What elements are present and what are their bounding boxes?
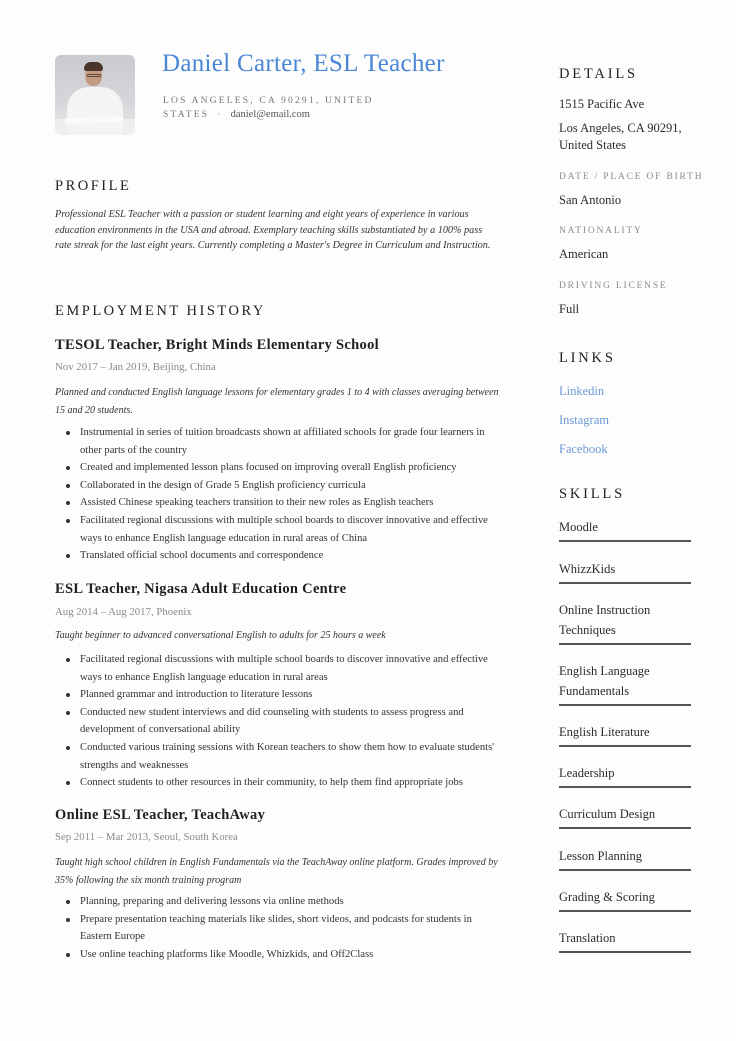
list-item: Connect students to other resources in their community, to help them find appropriate jobs xyxy=(65,774,505,792)
list-item: Planning, preparing and delivering lessons via online methods xyxy=(65,893,505,911)
nationality-label: NATIONALITY xyxy=(559,226,643,236)
job-bullets xyxy=(65,424,505,565)
skill-item: Online Instruction Techniques xyxy=(559,600,691,645)
skill-item: Leadership xyxy=(559,763,691,788)
address-line-2: STATES xyxy=(163,110,210,120)
photo-glasses xyxy=(87,74,101,77)
email-link[interactable]: daniel@email.com xyxy=(230,109,310,120)
job-dates-location: Sep 2011 – Mar 2013, Seoul, South Korea xyxy=(55,831,238,843)
employment-heading: EMPLOYMENT HISTORY xyxy=(55,303,266,319)
candidate-name: Daniel Carter, ESL Teacher xyxy=(162,50,445,77)
job-dates-location: Nov 2017 – Jan 2019, Beijing, China xyxy=(55,361,216,373)
profile-photo xyxy=(55,55,135,135)
skill-item: WhizzKids xyxy=(559,559,691,584)
list-item: Conducted new student interviews and did counseling with students to assess progress and development of conversational ability xyxy=(65,704,505,739)
list-item: Prepare presentation teaching materials like slides, short videos, and podcasts for students in Eastern Europe xyxy=(65,911,505,946)
skill-item: English Language Fundamentals xyxy=(559,661,691,706)
photo-hair xyxy=(84,62,103,71)
skill-item: Moodle xyxy=(559,517,691,542)
list-item: Collaborated in the design of Grade 5 English proficiency curricula xyxy=(65,477,505,495)
job-description: Taught high school children in English Fundamentals via the TeachAway online platform. Grades improved by 35% following the six month training program xyxy=(55,857,498,886)
skill-item: Grading & Scoring xyxy=(559,887,691,912)
birth-label: DATE / PLACE OF BIRTH xyxy=(559,172,704,182)
profile-summary: Professional ESL Teacher with a passion or student learning and eight years of experience in various education environments in the USA and abroad. Exemplary teaching skills substantiated by a 100% pass rate streak for the last eight years. Currently completing a Master's Degree in Curriculum and Instruction. xyxy=(55,209,491,251)
street-address: 1515 Pacific Ave xyxy=(559,97,645,111)
skill-item: Translation xyxy=(559,928,691,953)
list-item: Conducted various training sessions with Korean teachers to show them how to evaluate students' strengths and weaknesses xyxy=(65,739,505,774)
photo-shirt xyxy=(67,87,123,135)
list-item: Facilitated regional discussions with multiple school boards to discover innovative and effective ways to enhance English language education in rural areas of China xyxy=(65,512,505,547)
job-dates-location: Aug 2014 – Aug 2017, Phoenix xyxy=(55,606,192,618)
separator-dot: · xyxy=(217,110,223,120)
job-title: Online ESL Teacher, TeachAway xyxy=(55,807,266,823)
city-address: Los Angeles, CA 90291, United States xyxy=(559,121,682,152)
facebook-link[interactable]: Facebook xyxy=(559,442,608,456)
birth-value: San Antonio xyxy=(559,193,622,207)
license-value: Full xyxy=(559,302,580,316)
list-item: Planned grammar and introduction to literature lessons xyxy=(65,686,505,704)
job-bullets xyxy=(65,893,505,963)
job-title: TESOL Teacher, Bright Minds Elementary School xyxy=(55,337,379,353)
linkedin-link[interactable]: Linkedin xyxy=(559,384,605,398)
job-description: Planned and conducted English language lessons for elementary grades 1 to 4 with classes averaging between 15 and 20 students. xyxy=(55,387,499,416)
list-item: Facilitated regional discussions with multiple school boards to discover innovative and effective ways to enhance English language education in rural areas xyxy=(65,651,505,686)
instagram-link[interactable]: Instagram xyxy=(559,413,609,427)
skills-heading: SKILLS xyxy=(559,486,625,502)
skill-item: Lesson Planning xyxy=(559,846,691,871)
list-item: Translated official school documents and correspondence xyxy=(65,547,505,565)
list-item: Assisted Chinese speaking teachers transition to their new roles as English teachers xyxy=(65,494,505,512)
address-line-1: LOS ANGELES, CA 90291, UNITED xyxy=(163,96,374,106)
skill-item: English Literature xyxy=(559,722,691,747)
list-item: Instrumental in series of tuition broadcasts shown at affiliated schools for grade four learners in other parts of the country xyxy=(65,424,505,459)
job-description: Taught beginner to advanced conversational English to adults for 25 hours a week xyxy=(55,630,386,641)
details-heading: DETAILS xyxy=(559,66,638,82)
job-bullets xyxy=(65,651,505,792)
profile-heading: PROFILE xyxy=(55,178,132,194)
contact-info xyxy=(163,95,383,122)
skill-item: Curriculum Design xyxy=(559,804,691,829)
links-heading: LINKS xyxy=(559,350,616,366)
list-item: Use online teaching platforms like Moodle, Whizkids, and Off2Class xyxy=(65,946,505,964)
list-item: Created and implemented lesson plans focused on improving overall English proficiency xyxy=(65,459,505,477)
job-title: ESL Teacher, Nigasa Adult Education Centre xyxy=(55,581,347,597)
license-label: DRIVING LICENSE xyxy=(559,281,668,291)
nationality-value: American xyxy=(559,247,609,261)
